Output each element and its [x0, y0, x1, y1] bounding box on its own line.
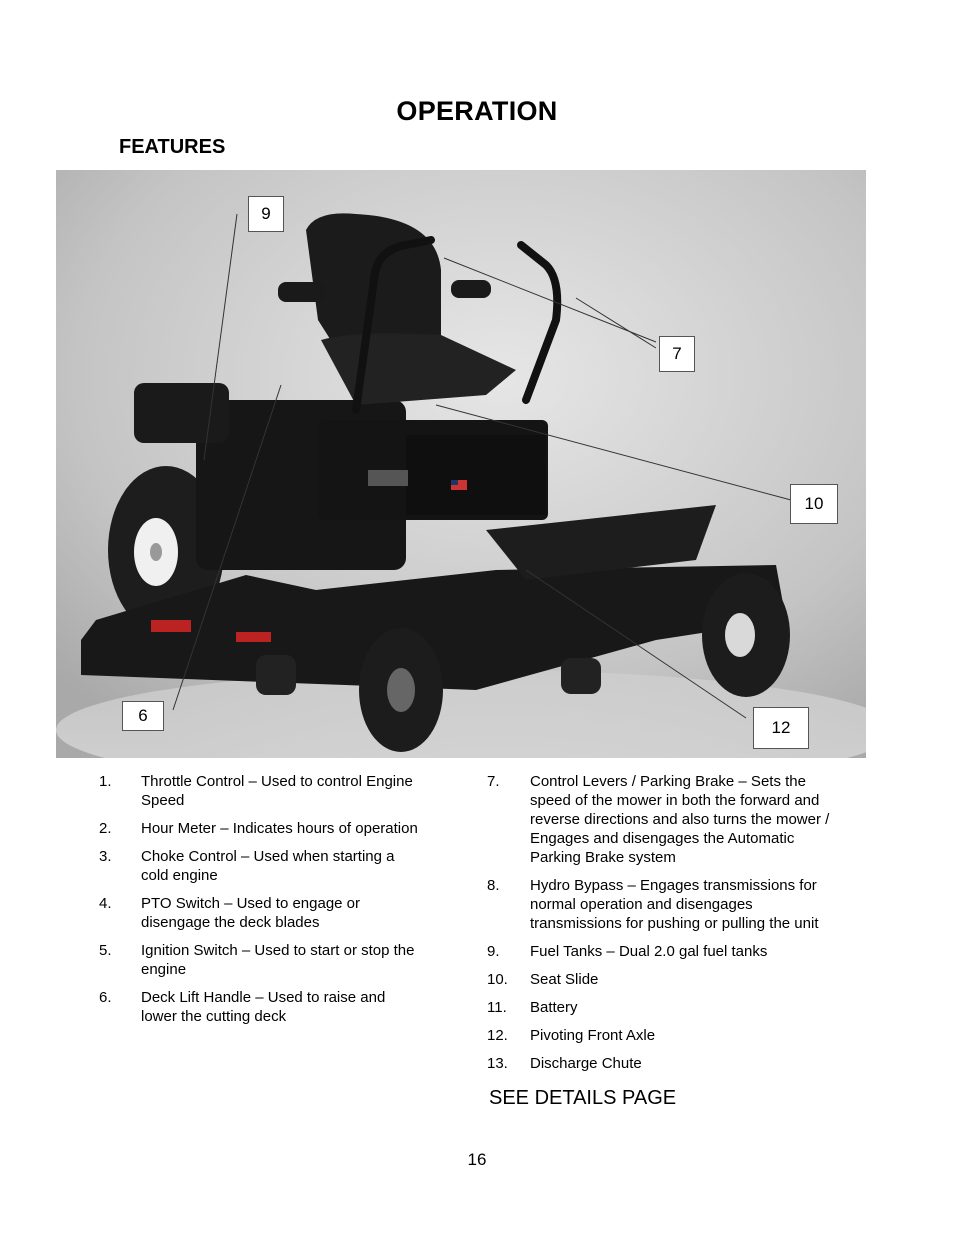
list-item [487, 970, 847, 989]
callout-7: 7 [659, 336, 695, 372]
item-text: Hydro Bypass – Engages transmissions for normal operation and disengages transmissions for pushing or pulling the unit [530, 877, 819, 932]
mower-photo [56, 170, 866, 758]
item-number: 12. [487, 1027, 508, 1044]
list-item [487, 998, 847, 1017]
item-number: 8. [487, 877, 500, 894]
see-details-text: SEE DETAILS PAGE [489, 1087, 677, 1109]
list-item [487, 1026, 847, 1045]
item-number: 2. [99, 820, 112, 837]
list-item [99, 894, 419, 932]
item-text: Seat Slide [530, 971, 599, 988]
list-item [487, 772, 847, 867]
item-number: 3. [99, 848, 112, 865]
callout-9: 9 [248, 196, 284, 232]
item-text: Ignition Switch – Used to start or stop the engine [141, 942, 415, 978]
list-item [99, 847, 419, 885]
item-text: PTO Switch – Used to engage or disengage the deck blades [141, 895, 361, 931]
callout-6: 6 [122, 701, 164, 731]
item-number: 1. [99, 773, 112, 790]
item-text: Deck Lift Handle – Used to raise and lower the cutting deck [141, 989, 386, 1025]
item-number: 7. [487, 773, 500, 790]
callout-12: 12 [753, 707, 809, 749]
item-number: 9. [487, 943, 500, 960]
item-number: 5. [99, 942, 112, 959]
front-caster-left [359, 628, 443, 752]
item-number: 10. [487, 971, 508, 988]
feature-list-left [99, 772, 419, 1035]
item-text: Control Levers / Parking Brake – Sets the speed of the mower in both the forward and reverse directions and also turns the mower / Engages and disengages the Automatic Parking Brake system [530, 773, 830, 866]
list-item [99, 988, 419, 1026]
item-number: 4. [99, 895, 112, 912]
item-text: Battery [530, 999, 578, 1016]
front-caster-right [702, 573, 790, 697]
item-text: Fuel Tanks – Dual 2.0 gal fuel tanks [530, 943, 768, 960]
section-title: FEATURES [119, 136, 226, 158]
list-item [487, 1054, 847, 1073]
item-number: 13. [487, 1055, 508, 1072]
item-text: Choke Control – Used when starting a cold engine [141, 848, 395, 884]
page-number: 16 [467, 1150, 487, 1169]
page-title: OPERATION [396, 96, 558, 126]
item-text: Discharge Chute [530, 1055, 642, 1072]
list-item [99, 819, 419, 838]
item-number: 6. [99, 989, 112, 1006]
item-text: Hour Meter – Indicates hours of operation [141, 820, 418, 837]
list-item [487, 876, 847, 933]
feature-list-right [487, 772, 847, 1082]
item-number: 11. [487, 999, 507, 1016]
item-text: Throttle Control – Used to control Engine Speed [141, 773, 413, 809]
callout-10: 10 [790, 484, 838, 524]
list-item [99, 941, 419, 979]
list-item [487, 942, 847, 961]
list-item [99, 772, 419, 810]
item-text: Pivoting Front Axle [530, 1027, 656, 1044]
